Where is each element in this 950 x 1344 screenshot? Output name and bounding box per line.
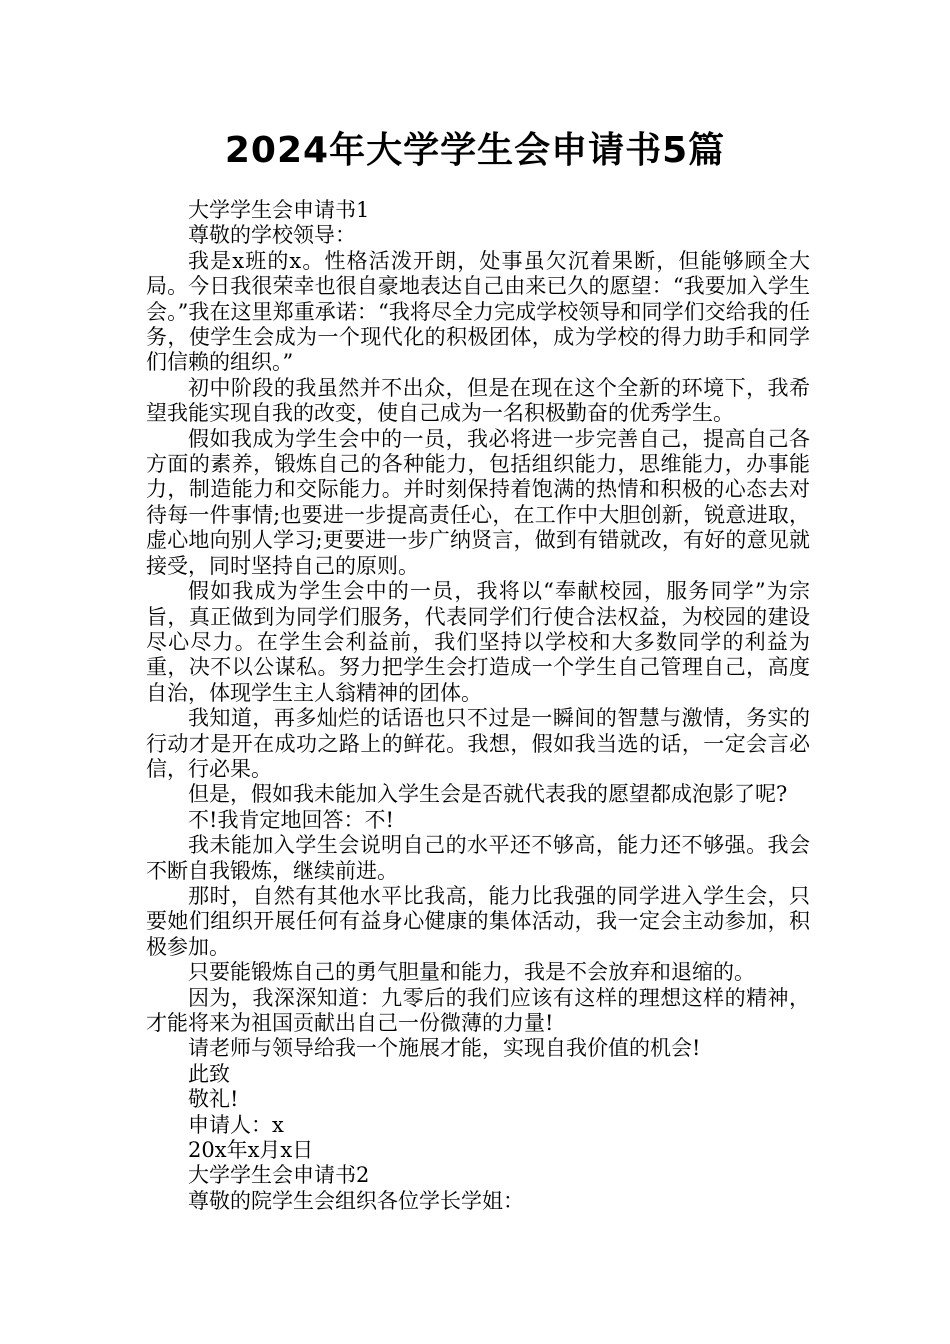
body-paragraph: 我是x班的x。性格活泼开朗，处事虽欠沉着果断，但能够顾全大局。今日我很荣幸也很自豪地表达自己由来已久的愿望：“我要加入学生会。”我在这里郑重承诺：“我将尽全力完成学校领导和同学们交给我的任务，使学生会成为一个现代化的积极团体，成为学校的得力助手和同学们信赖的组织。” <box>146 248 810 375</box>
date-line: 20x年x月x日 <box>188 1138 314 1163</box>
body-paragraph: 假如我成为学生会中的一员，我将以“奉献校园，服务同学”为宗旨，真正做到为同学们服务，代表同学们行使合法权益，为校园的建设尽心尽力。在学生会利益前，我们坚持以学校和大多数同学的利益为重，决不以公谋私。努力把学生会打造成一个学生自己管理自己，高度自治，体现学生主人翁精神的团体。 <box>146 579 810 705</box>
closing-line: 此致 <box>188 1061 230 1086</box>
salutation: 尊敬的学校领导： <box>188 223 356 248</box>
body-paragraph: 不!我肯定地回答：不! <box>188 807 394 832</box>
body-paragraph: 只要能锻炼自己的勇气胆量和能力，我是不会放弃和退缩的。 <box>188 960 755 985</box>
body-paragraph: 但是，假如我未能加入学生会是否就代表我的愿望都成泡影了呢? <box>188 782 788 807</box>
body-paragraph: 我未能加入学生会说明自己的水平还不够高，能力还不够强。我会不断自我锻炼，继续前进。 <box>146 833 810 883</box>
body-paragraph: 我知道，再多灿烂的话语也只不过是一瞬间的智慧与激情，务实的行动才是开在成功之路上的鲜花。我想，假如我当选的话，一定会言必信，行必果。 <box>146 706 810 781</box>
body-paragraph: 因为，我深深知道：九零后的我们应该有这样的理想这样的精神，才能将来为祖国贡献出自己一份微薄的力量! <box>146 985 810 1035</box>
document-body <box>146 198 810 1214</box>
body-paragraph: 初中阶段的我虽然并不出众，但是在现在这个全新的环境下，我希望我能实现自我的改变，使自己成为一名积极勤奋的优秀学生。 <box>146 375 810 426</box>
salutation: 尊敬的院学生会组织各位学长学姐： <box>188 1188 524 1213</box>
body-paragraph: 请老师与领导给我一个施展才能，实现自我价值的机会! <box>188 1036 701 1061</box>
body-paragraph: 假如我成为学生会中的一员，我必将进一步完善自己，提高自己各方面的素养，锻炼自己的各种能力，包括组织能力，思维能力，办事能力，制造能力和交际能力。并时刻保持着饱满的热情和积极的心态去对待每一件事情;也要进一步提高责任心，在工作中大胆创新，锐意进取，虚心地向别人学习;更要进一步广纳贤言，做到有错就改，有好的意见就接受，同时坚持自己的原则。 <box>146 426 810 578</box>
body-paragraph: 那时，自然有其他水平比我高，能力比我强的同学进入学生会，只要她们组织开展任何有益身心健康的集体活动，我一定会主动参加，积极参加。 <box>146 883 810 959</box>
closing-salute: 敬礼! <box>188 1087 239 1112</box>
section-heading-1: 大学学生会申请书1 <box>188 198 370 222</box>
section-heading-2: 大学学生会申请书2 <box>188 1163 370 1188</box>
applicant-line: 申请人：x <box>188 1112 284 1137</box>
document-title: 2024年大学学生会申请书5篇 <box>224 130 726 171</box>
